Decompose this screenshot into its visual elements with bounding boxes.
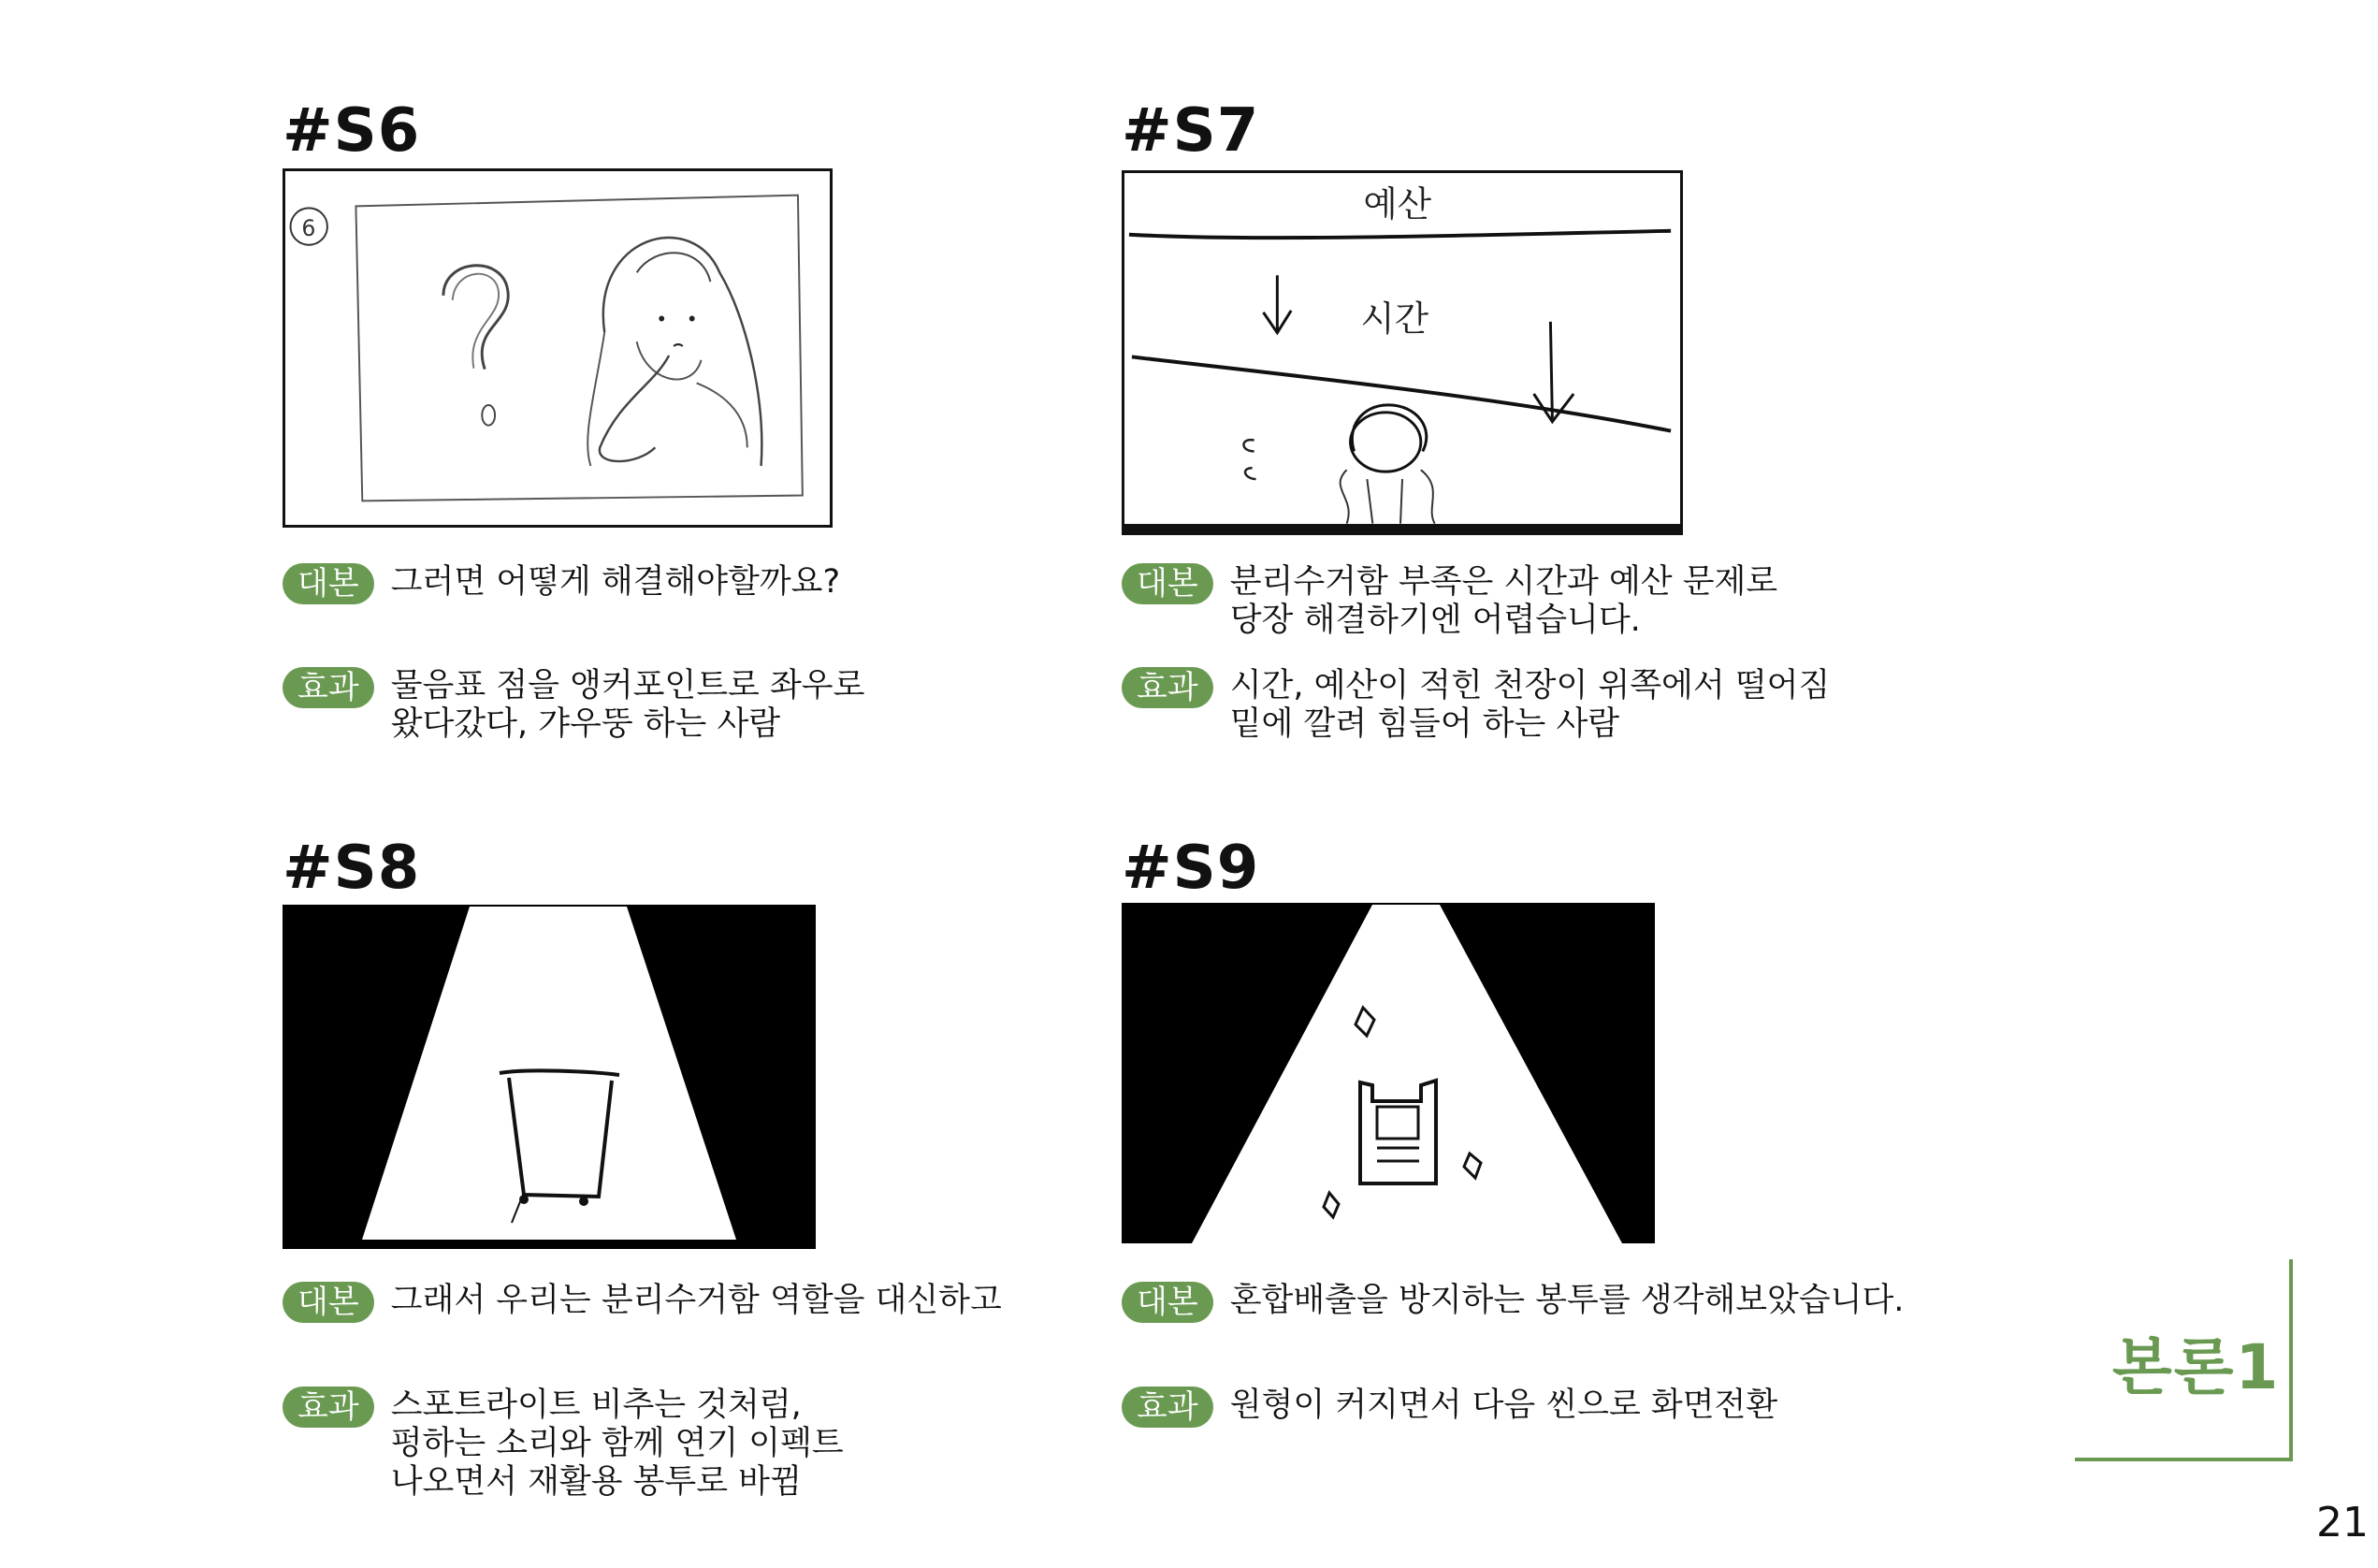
sketch-falling-ceiling [1124, 173, 1680, 524]
scene-title-s8: #S8 [283, 834, 421, 903]
effect-tag: 효과 [283, 1387, 374, 1428]
sketch-label-time: 시간 [1360, 298, 1429, 340]
script-row-s9 [1122, 1282, 1904, 1323]
script-text: 분리수거함 부족은 시간과 예산 문제로 당장 해결하기엔 어렵습니다. [1229, 563, 1778, 639]
storyboard-frame-s8 [283, 905, 816, 1249]
effect-tag: 효과 [283, 667, 374, 708]
storyboard-frame-s9 [1122, 903, 1655, 1249]
effect-row-s7 [1122, 667, 1830, 744]
script-tag: 대본 [283, 1282, 374, 1323]
sketch-spotlight-bag [1122, 903, 1655, 1249]
script-row-s8 [283, 1282, 1002, 1323]
scene-title-s9: #S9 [1122, 834, 1260, 903]
script-tag: 대본 [283, 563, 374, 604]
section-corner-horizontal [2075, 1458, 2293, 1461]
effect-text: 시간, 예산이 적힌 천장이 위쪽에서 떨어짐 밑에 깔려 힘들어 하는 사람 [1229, 667, 1831, 743]
sketch-spotlight-bin [283, 905, 816, 1249]
storyboard-frame-s6 [283, 168, 833, 528]
storyboard-frame-s7 [1122, 170, 1683, 535]
page-number: 21 [2316, 1499, 2369, 1546]
effect-text: 원형이 커지면서 다음 씬으로 화면전환 [1229, 1387, 1778, 1424]
script-tag: 대본 [1122, 563, 1213, 604]
effect-row-s8 [283, 1387, 844, 1502]
sketch-thinking-person [285, 171, 830, 525]
scene-title-s7: #S7 [1122, 96, 1260, 166]
effect-tag: 효과 [1122, 667, 1213, 708]
section-label: 본론1 [2112, 1331, 2281, 1403]
script-tag: 대본 [1122, 1282, 1213, 1323]
effect-row-s9 [1122, 1387, 1777, 1428]
script-row-s7 [1122, 563, 1777, 640]
scene-title-s6: #S6 [283, 96, 421, 166]
effect-tag: 효과 [1122, 1387, 1213, 1428]
script-text: 그러면 어떻게 해결해야할까요? [390, 563, 841, 601]
effect-row-s6 [283, 667, 864, 744]
script-row-s6 [283, 563, 840, 604]
script-text: 혼합배출을 방지하는 봉투를 생각해보았습니다. [1229, 1282, 1905, 1319]
svg-text:6: 6 [301, 214, 316, 241]
effect-text: 스포트라이트 비추는 것처럼, 펑하는 소리와 함께 연기 이펙트 나오면서 재활용 봉투로 바뀜 [390, 1387, 844, 1501]
effect-text: 물음표 점을 앵커포인트로 좌우로 왔다갔다, 갸우뚱 하는 사람 [390, 667, 865, 743]
script-text: 그래서 우리는 분리수거함 역할을 대신하고 [390, 1282, 1002, 1319]
section-corner-vertical [2289, 1259, 2293, 1459]
sketch-label-budget: 예산 [1363, 182, 1432, 225]
